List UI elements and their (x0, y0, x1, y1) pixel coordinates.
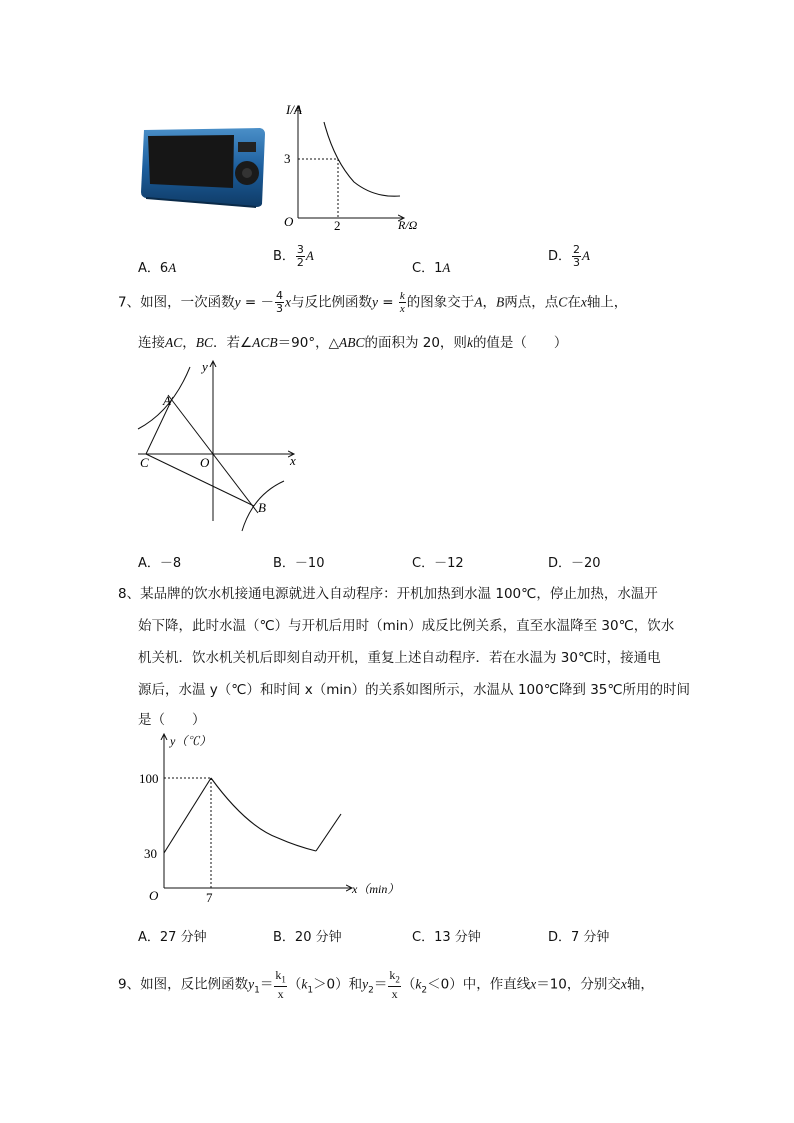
speaker-image (138, 126, 266, 208)
fraction: $\frac{4}{3}$ (276, 289, 283, 315)
q6-choice-a[interactable]: A．6A (138, 260, 177, 276)
point-a-label: A (163, 393, 171, 408)
point-b-label: B (258, 500, 266, 515)
q9-line1: 9、如图，反比例函数$y_1=$ $\frac{k_1}{x}$ $(k_1>0)$和$y_2=$ $\frac{k_2}{x}$ $(k_2<0)$中，作直线x＝10，分别交x轴， (118, 968, 654, 1002)
point-c-label: C (140, 455, 149, 470)
origin-label: O (200, 455, 210, 470)
q7-figure (130, 355, 310, 535)
q8-choice-b[interactable]: B．20 分钟 (273, 930, 342, 945)
q7-choice-b[interactable]: B．－10 (273, 556, 325, 571)
x-axis-label: x（min） (352, 882, 400, 896)
reheating-segment (316, 814, 341, 851)
q7-choice-d[interactable]: D．－20 (548, 556, 601, 571)
q7-line2: 连接AC，BC．若∠ACB＝90°，△ABC的面积为 20，则k的值是（ ） (138, 335, 568, 351)
q6-choice-c[interactable]: C．1A (412, 260, 451, 276)
y-axis-label: y (202, 359, 208, 374)
y-axis-label: y（℃） (170, 734, 212, 748)
origin-label: O (149, 888, 159, 903)
q6-choice-d[interactable]: D． $\frac{2}{3}$ A (548, 243, 590, 269)
x-axis-label: x (290, 453, 296, 468)
q8-line2: 始下降，此时水温（℃）与开机后用时（min）成反比例关系，直至水温降至 30℃，饮水 (138, 618, 675, 634)
q8-choice-d[interactable]: D．7 分钟 (548, 930, 610, 945)
fraction: $\frac{2}{3}$ (573, 243, 581, 269)
x-tick-label: 2 (334, 218, 341, 233)
y-tick-100: 100 (139, 771, 159, 786)
q7-choice-c[interactable]: C．－12 (412, 556, 464, 571)
fraction: $\frac{k}{x}$ (399, 290, 405, 315)
y-axis-label: I/A (286, 102, 302, 117)
q7-choice-a[interactable]: A．－8 (138, 556, 182, 571)
q8-line3: 机关机．饮水机关机后即刻自动开机，重复上述自动程序．若在水温为 30℃时，接通电 (138, 650, 661, 666)
origin-label: O (284, 214, 294, 229)
y-tick-label: 3 (284, 151, 291, 166)
q8-choice-c[interactable]: C．13 分钟 (412, 930, 481, 945)
speaker-illustration (138, 126, 266, 208)
q6-choice-b[interactable]: B． $\frac{3}{2}$ A (273, 243, 314, 269)
q8-line4: 源后，水温 y（℃）和时间 x（min）的关系如图所示，水温从 100℃降到 35℃所用的时间 (138, 682, 691, 698)
q8-temperature-graph (138, 728, 408, 908)
x-axis-label: R/Ω (398, 218, 418, 232)
q8-line1: 8、某品牌的饮水机接通电源就进入自动程序：开机加热到水温 100℃，停止加热，水温开 (118, 586, 658, 602)
fraction: $\frac{3}{2}$ (296, 243, 304, 269)
fraction: $\frac{k_1}{x}$ (275, 968, 286, 1002)
y-tick-30: 30 (144, 846, 157, 861)
x-tick-7: 7 (206, 890, 213, 905)
q8-line5: 是（ ） (138, 712, 206, 728)
q7-line1: 7、如图，一次函数y = － $\frac{4}{3}$ x与反比例函数y = $\frac{k}{x}$ 的图象交于A，B两点，点C在x轴上， (118, 289, 628, 315)
cooling-curve (211, 778, 316, 851)
current-resistance-graph (278, 100, 418, 235)
fraction: $\frac{k_2}{x}$ (389, 968, 400, 1002)
q8-choice-a[interactable]: A．27 分钟 (138, 930, 207, 945)
heating-segment (164, 778, 211, 853)
